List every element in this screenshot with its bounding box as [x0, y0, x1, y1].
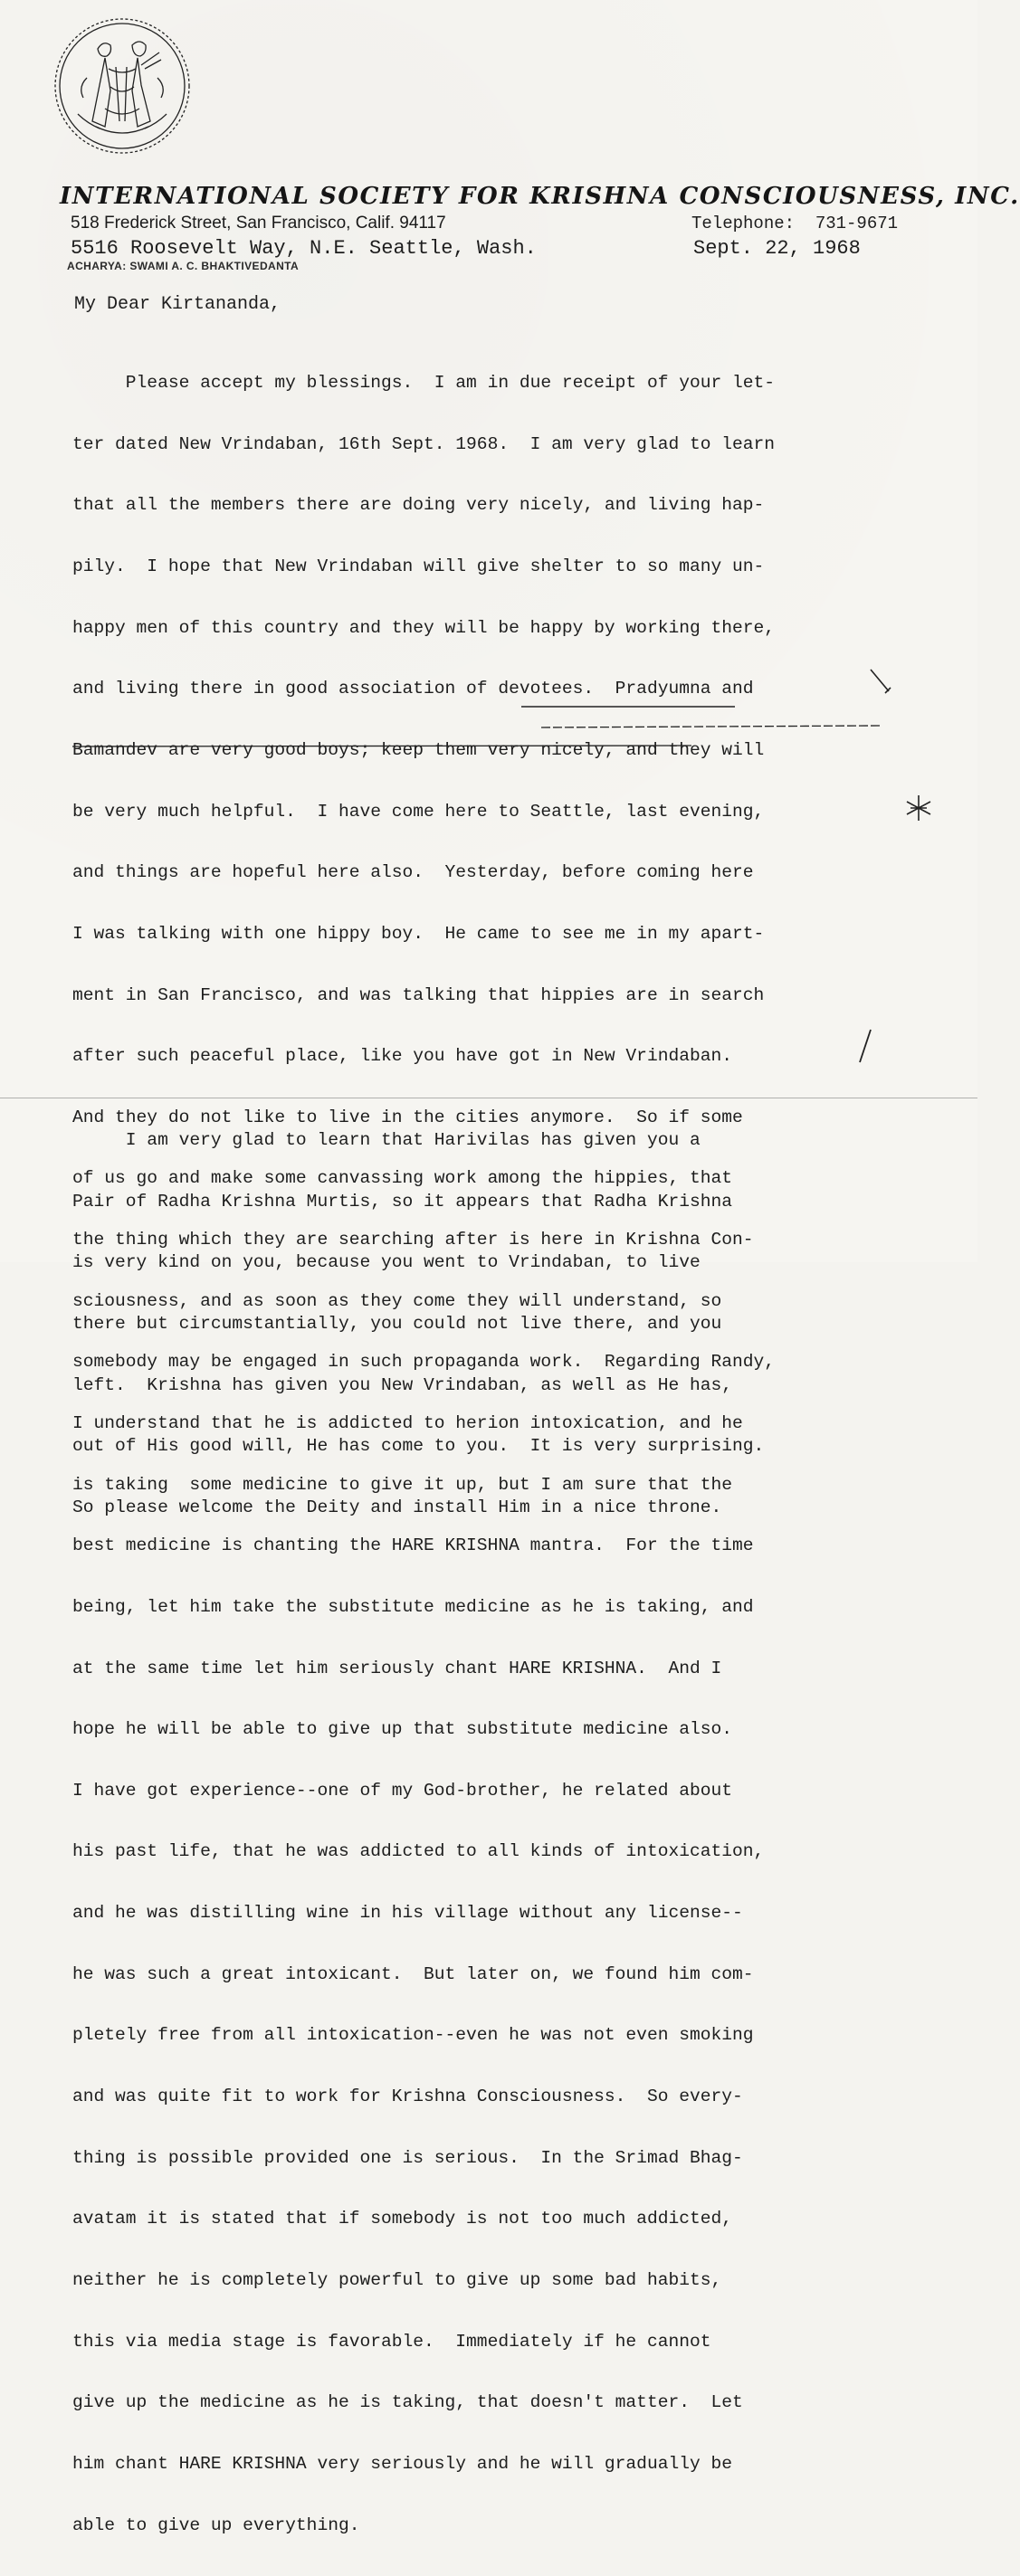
text-line: ter dated New Vrindaban, 16th Sept. 1968. I am very glad to learn [72, 433, 776, 454]
text-line: I have got experience--one of my God-brother, he related about [72, 1780, 733, 1801]
margin-slash-mark [867, 666, 894, 697]
text-line: there but circumstantially, you could not live there, and you [72, 1314, 722, 1335]
text-line: being, let him take the substitute medicine as he is taking, and [72, 1596, 754, 1617]
paragraph-2 [72, 1089, 764, 1559]
margin-asterisk-mark [903, 793, 934, 823]
text-line: I am very glad to learn that Harivilas has given you a [72, 1130, 701, 1151]
margin-tick-mark [854, 1026, 876, 1066]
text-line: after such peaceful place, like you have got in New Vrindaban. [72, 1046, 733, 1067]
acharya-line: ACHARYA: SWAMI A. C. BHAKTIVEDANTA [67, 260, 300, 272]
address-line-1: 518 Frederick Street, San Francisco, Calif. 94117 [71, 214, 446, 233]
underline-mark [71, 742, 695, 751]
text-line: I understand that he is addicted to herion intoxication, and he [72, 1412, 743, 1433]
text-line: and living there in good association of devotees. Pradyumna and [72, 679, 754, 699]
text-line: So please welcome the Deity and install Him in a nice throne. [72, 1497, 722, 1517]
text-line: his past life, that he was addicted to all kinds of intoxication, [72, 1841, 765, 1862]
text-line: and things are hopeful here also. Yesterday, before coming here [72, 862, 754, 883]
text-line: hope he will be able to give up that substitute medicine also. [72, 1719, 733, 1740]
text-line: happy men of this country and they will be happy by working there, [72, 617, 776, 638]
text-line: best medicine is chanting the HARE KRISHNA mantra. For the time [72, 1535, 754, 1556]
text-line: he was such a great intoxicant. But later on, we found him com- [72, 1963, 754, 1984]
text-line: And they do not like to live in the cities anymore. So if some [72, 1107, 743, 1127]
text-line: Please accept my blessings. I am in due receipt of your let- [72, 373, 776, 394]
text-line: avatam it is stated that if somebody is not too much addicted, [72, 2209, 733, 2229]
text-line: this via media stage is favorable. Immediately if he cannot [72, 2331, 711, 2352]
text-line: is taking some medicine to give it up, but I am sure that the [72, 1474, 733, 1495]
underline-mark [539, 722, 883, 731]
organization-name: INTERNATIONAL SOCIETY FOR KRISHNA CONSCIOUSNESS, INC. [60, 183, 1020, 210]
text-line: pletely free from all intoxication--even he was not even smoking [72, 2025, 754, 2046]
text-line: Bamandev are very good boys; keep them very nicely, and they will [72, 739, 765, 760]
text-line: be very much helpful. I have come here to Seattle, last evening, [72, 801, 765, 822]
letter-date: Sept. 22, 1968 [693, 237, 861, 260]
text-line: somebody may be engaged in such propaganda work. Regarding Randy, [72, 1352, 776, 1373]
telephone: Telephone: 731-9671 [691, 214, 899, 233]
text-line: of us go and make some canvassing work among the hippies, that [72, 1168, 733, 1189]
text-line: at the same time let him seriously chant HARE KRISHNA. And I [72, 1658, 722, 1678]
text-line: left. Krishna has given you New Vrindaban, as well as He has, [72, 1374, 733, 1395]
text-line: and was quite fit to work for Krishna Consciousness. So every- [72, 2086, 743, 2107]
text-line: the thing which they are searching after is here in Krishna Con- [72, 1230, 754, 1250]
text-line: pily. I hope that New Vrindaban will give shelter to so many un- [72, 556, 765, 577]
text-line: thing is possible provided one is serious. In the Srimad Bhag- [72, 2147, 743, 2168]
text-line: ment in San Francisco, and was talking that hippies are in search [72, 984, 765, 1005]
text-line: that all the members there are doing very nicely, and living hap- [72, 495, 765, 516]
text-line: sciousness, and as soon as they come they will understand, so [72, 1290, 722, 1311]
radha-krishna-emblem [51, 14, 194, 157]
text-line: give up the medicine as he is taking, that doesn't matter. Let [72, 2392, 743, 2413]
text-line: able to give up everything. [72, 2514, 360, 2535]
text-line: Pair of Radha Krishna Murtis, so it appears that Radha Krishna [72, 1191, 733, 1212]
text-line: him chant HARE KRISHNA very seriously and he will gradually be [72, 2453, 733, 2474]
underline-mark [520, 702, 737, 711]
address-line-2: 5516 Roosevelt Way, N.E. Seattle, Wash. [71, 237, 537, 260]
text-line: neither he is completely powerful to give up some bad habits, [72, 2269, 722, 2290]
text-line: and he was distilling wine in his village without any license-- [72, 1903, 743, 1924]
text-line: out of His good will, He has come to you. It is very surprising. [72, 1436, 765, 1457]
text-line: is very kind on you, because you went to Vrindaban, to live [72, 1252, 701, 1273]
salutation: My Dear Kirtananda, [74, 294, 281, 315]
text-line: I was talking with one hippy boy. He came to see me in my apart- [72, 923, 765, 944]
